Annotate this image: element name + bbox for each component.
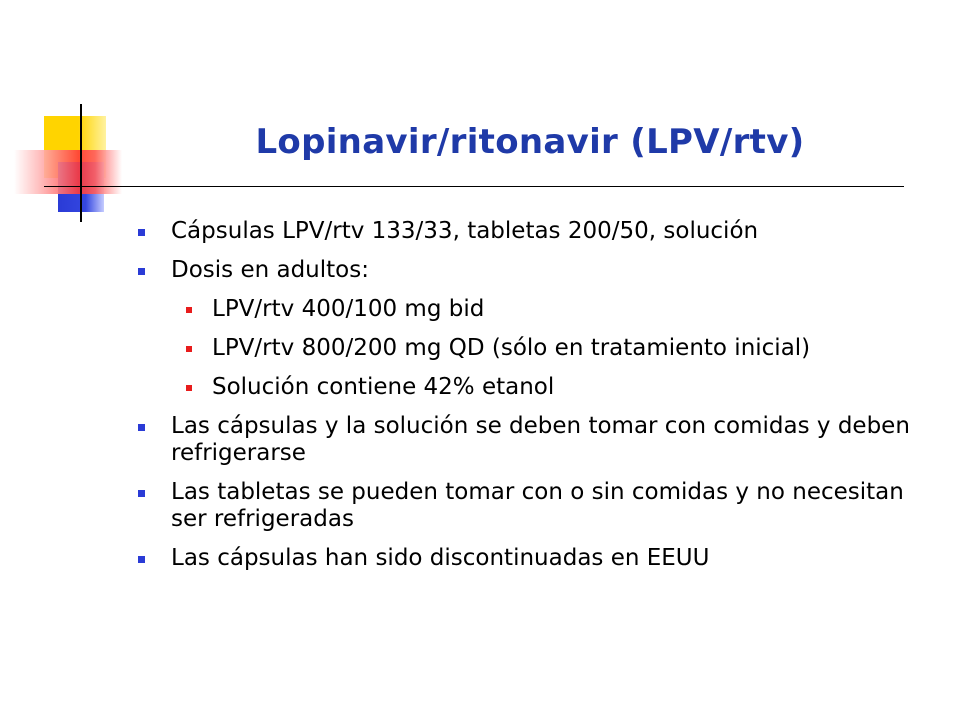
decorative-red-bar [14,150,122,194]
bullet-item [130,218,930,245]
sub-bullet-text: Solución contiene 42% etanol [212,374,555,400]
bullet-text: Las cápsulas han sido discontinuadas en EEUU [171,545,710,571]
sub-bullet-item [171,296,930,323]
bullet-text: Las cápsulas y la solución se deben tomar con comidas y deben refrigerarse [171,413,910,466]
title-underline [44,186,904,187]
bullet-text: Las tabletas se pueden tomar con o sin comidas y no necesitan ser refrigeradas [171,479,904,532]
bullet-item [130,413,930,467]
slide-title: Lopinavir/ritonavir (LPV/rtv) [255,122,805,162]
sub-bullet-text: LPV/rtv 800/200 mg QD (sólo en tratamiento inicial) [212,335,811,361]
bullet-text: Cápsulas LPV/rtv 133/33, tabletas 200/50, solución [171,218,759,244]
sub-bullet-item [171,374,930,401]
sub-bullet-list [171,296,930,401]
sub-bullet-item [171,335,930,362]
sub-bullet-text: LPV/rtv 400/100 mg bid [212,296,485,322]
bullet-text: Dosis en adultos: [171,257,369,283]
decorative-vertical-line [80,104,82,222]
bullet-item [130,257,930,401]
bullet-list [130,218,930,584]
bullet-item [130,479,930,533]
bullet-item [130,545,930,572]
